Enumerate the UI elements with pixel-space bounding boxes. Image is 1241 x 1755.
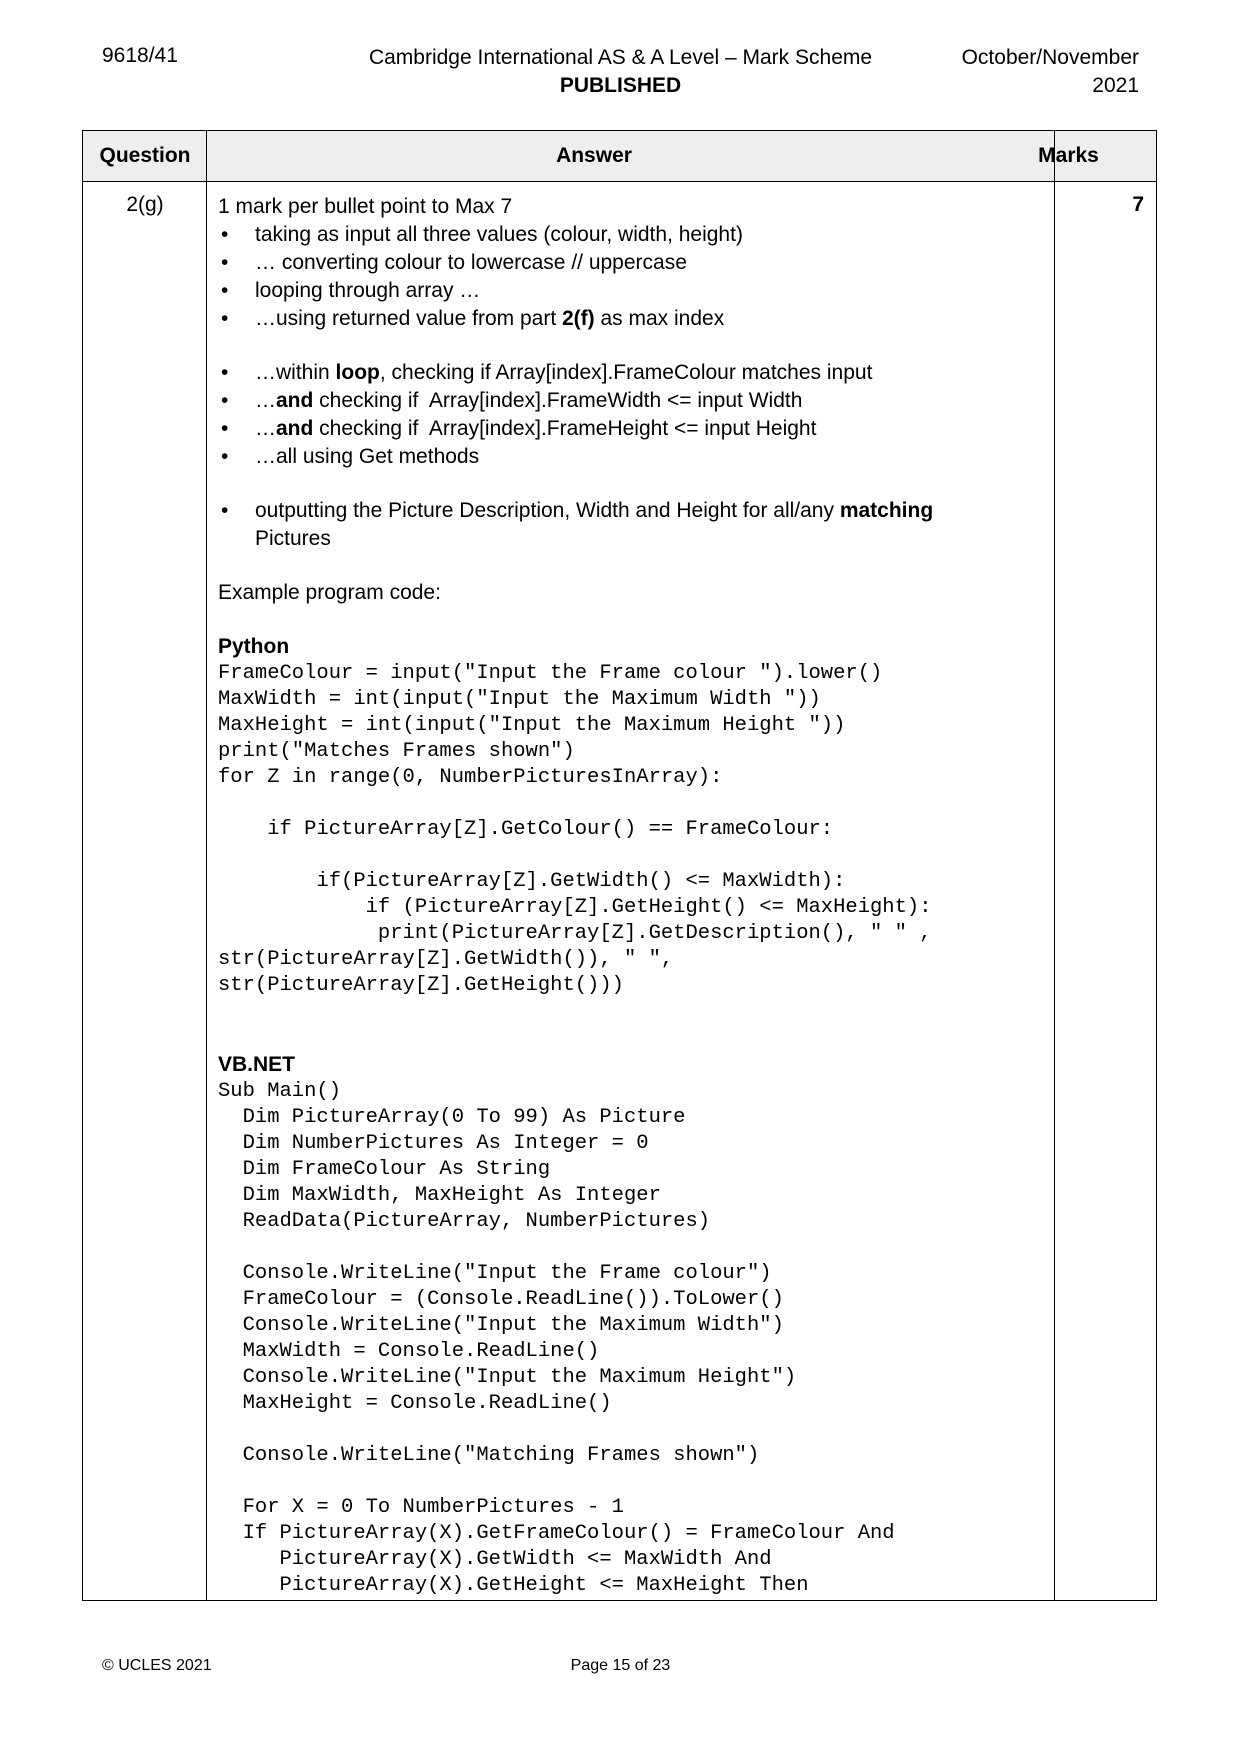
bullet-text: as max index [594,307,725,330]
column-divider-1 [206,131,207,1600]
vbnet-code-line: ReadData(PictureArray, NumberPictures) [218,1210,711,1233]
python-code-block [218,661,1058,999]
bullet-item [218,497,1058,525]
vbnet-code-line: MaxWidth = Console.ReadLine() [218,1340,600,1363]
bullet-bold-text: matching [839,499,934,522]
vbnet-code-line: PictureArray(X).GetWidth <= MaxWidth And [218,1548,772,1571]
paper-code: 9618/41 [102,44,178,67]
session-line-1: October/November [961,46,1139,69]
python-code-line: MaxHeight = int(input("Input the Maximum Height ")) [218,714,846,737]
bullet-text: , checking if Array[index].FrameColour matches input [379,361,873,384]
mark-intro: 1 mark per bullet point to Max 7 [218,195,513,218]
vbnet-code-line: Sub Main() [218,1080,342,1103]
python-code-line: print("Matches Frames shown") [218,740,575,763]
vbnet-code-line: Console.WriteLine("Input the Frame colour") [218,1262,772,1285]
bullet-continuation: Pictures [255,527,331,550]
page-number: Page 15 of 23 [570,1657,671,1674]
python-code-line: if PictureArray[Z].GetColour() == FrameColour: [218,818,834,841]
python-code-line [218,791,1058,817]
vbnet-code-line: Dim FrameColour As String [218,1158,551,1181]
bullet-item [218,305,1058,333]
answer-cell [218,193,1058,1599]
vbnet-code-line [218,1235,1058,1261]
bullet-item [218,387,1058,415]
vbnet-code-line: Console.WriteLine("Input the Maximum Width") [218,1314,784,1337]
copyright: © UCLES 2021 [102,1657,212,1674]
python-code-line: str(PictureArray[Z].GetHeight())) [218,974,624,997]
vbnet-code-line: Dim NumberPictures As Integer = 0 [218,1132,649,1155]
table-header-row [83,131,1156,182]
vbnet-code-line: PictureArray(X).GetHeight <= MaxHeight Then [218,1574,809,1597]
bullet-item: • looping through array … [218,277,1058,305]
bullet-text: outputting the Picture Description, Width and Height for all/any [255,499,840,522]
mark-scheme-table [82,130,1157,1601]
vbnet-code-line: Dim PictureArray(0 To 99) As Picture [218,1106,686,1129]
bullet-item [218,415,1058,443]
bullet-item [218,359,1058,387]
vbnet-code-line: For X = 0 To NumberPictures - 1 [218,1496,624,1519]
bullet-bold-text: loop [335,361,380,384]
vbnet-heading: VB.NET [218,1053,296,1076]
vbnet-code-line: Dim MaxWidth, MaxHeight As Integer [218,1184,661,1207]
bullet-text: checking if Array[index].FrameHeight <= input Height [313,417,817,440]
vbnet-code-block [218,1079,1058,1599]
bullet-bold-text: and [276,389,314,412]
python-code-line: str(PictureArray[Z].GetWidth()), " ", [218,948,674,971]
bullet-text: … [255,389,276,412]
bullet-bold-text: 2(f) [561,307,595,330]
python-code-line: MaxWidth = int(input("Input the Maximum Width ")) [218,688,821,711]
marks-value: 7 [1132,193,1144,216]
exam-session [962,44,1139,100]
vbnet-code-line [218,1417,1058,1443]
vbnet-code-line: MaxHeight = Console.ReadLine() [218,1392,612,1415]
column-header-question: Question [99,144,191,167]
column-header-answer: Answer [556,144,632,167]
bullet-text: …using returned value from part [255,307,562,330]
bullet-text: … [255,417,276,440]
example-label: Example program code: [218,581,441,604]
bullet-item: • …all using Get methods [218,443,1058,471]
bullet-bold-text: and [276,417,314,440]
session-line-2: 2021 [1092,74,1139,97]
vbnet-code-line: If PictureArray(X).GetFrameColour() = FrameColour And [218,1522,895,1545]
bullet-text: …within [255,361,336,384]
bullet-text: checking if Array[index].FrameWidth <= input Width [313,389,803,412]
title-text: Cambridge International AS & A Level – Mark Scheme [368,46,873,69]
python-code-line: FrameColour = input("Input the Frame colour ").lower() [218,662,883,685]
python-code-line: if (PictureArray[Z].GetHeight() <= MaxHeight): [218,896,932,919]
python-code-line: if(PictureArray[Z].GetWidth() <= MaxWidth): [218,870,846,893]
published-label: PUBLISHED [559,74,682,97]
vbnet-code-line: Console.WriteLine("Matching Frames shown") [218,1444,760,1467]
vbnet-code-line [218,1469,1058,1495]
question-number: 2(g) [126,193,164,216]
vbnet-code-line: Console.WriteLine("Input the Maximum Height") [218,1366,797,1389]
bullet-item: • taking as input all three values (colour, width, height) [218,221,1058,249]
bullet-item: • … converting colour to lowercase // uppercase [218,249,1058,277]
vbnet-code-line: FrameColour = (Console.ReadLine()).ToLower() [218,1288,784,1311]
column-header-marks: Marks [1038,144,1099,167]
python-code-line [218,843,1058,869]
python-heading: Python [218,635,290,658]
python-code-line: print(PictureArray[Z].GetDescription(), " " , [218,922,932,945]
python-code-line: for Z in range(0, NumberPicturesInArray): [218,766,723,789]
